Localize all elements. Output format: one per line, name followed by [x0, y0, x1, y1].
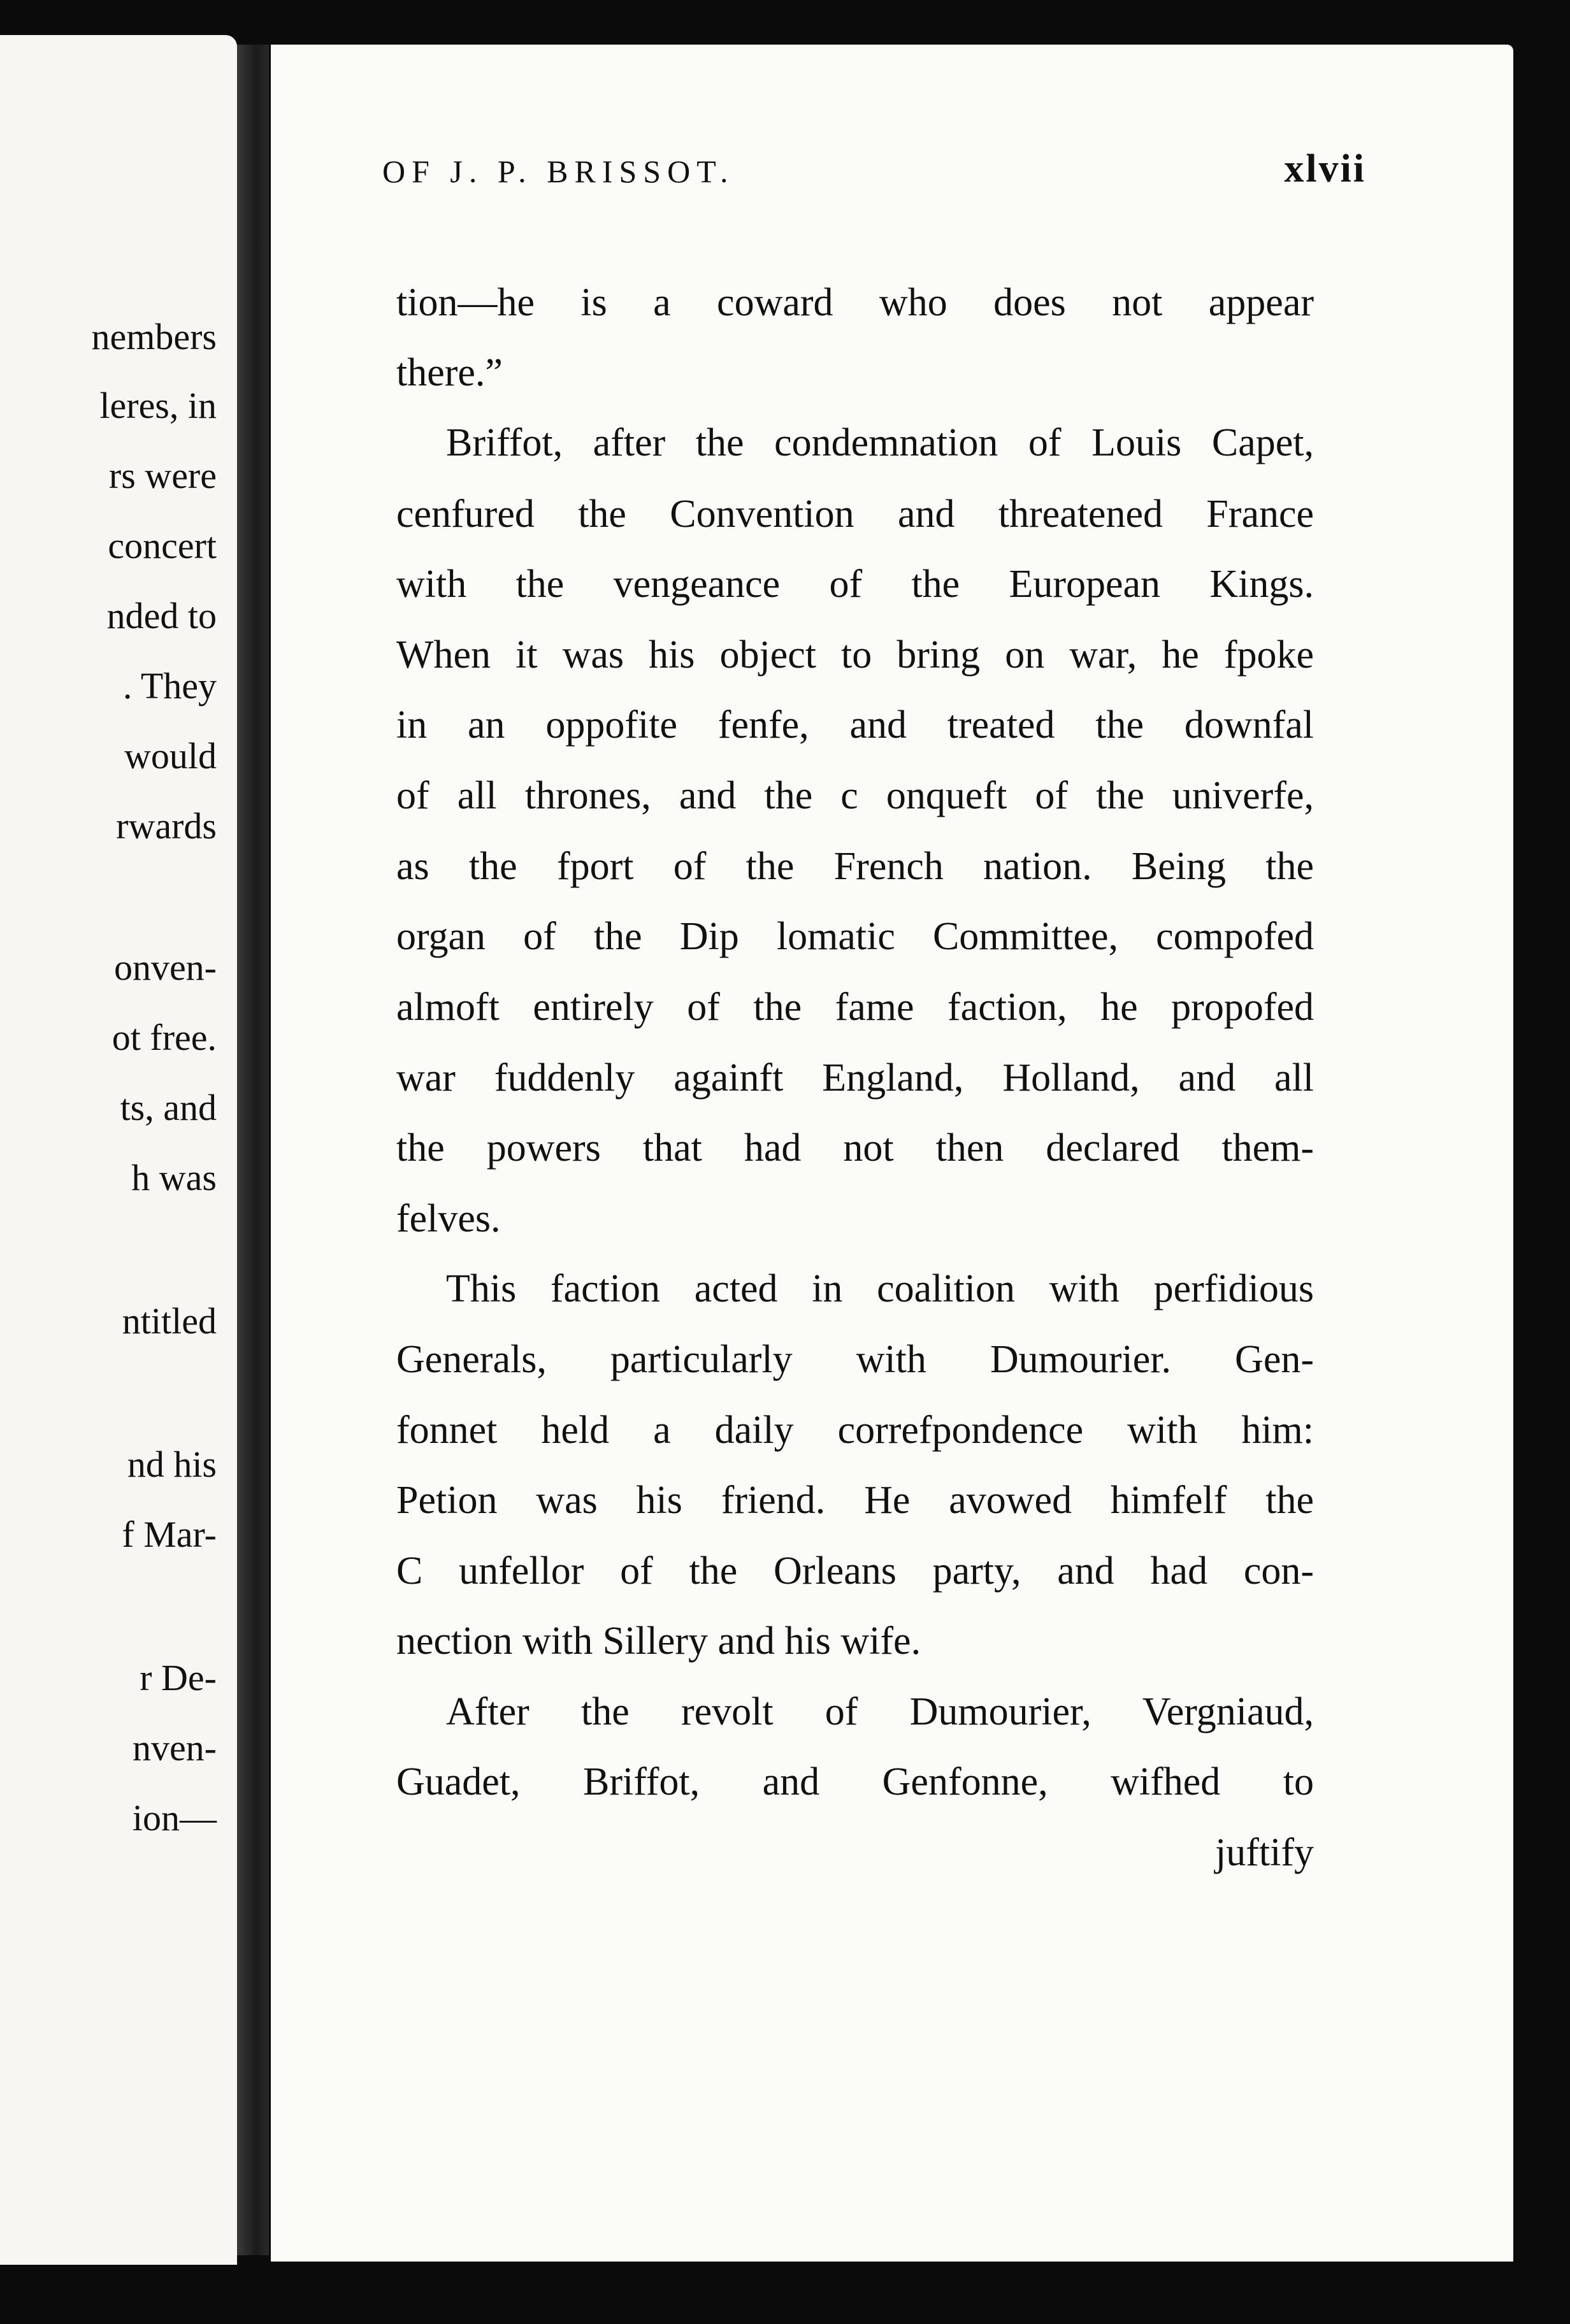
- text-line: When it was his object to bring on war, he fpoke: [396, 633, 1314, 677]
- left-fragment: nd his: [127, 1444, 217, 1485]
- text-line: Petion was his friend. He avowed himfelf the: [396, 1479, 1314, 1522]
- left-fragment: . They: [122, 665, 217, 707]
- left-fragment: nded to: [106, 595, 217, 636]
- left-fragment: onven-: [113, 947, 217, 988]
- text-line: war fuddenly againft England, Holland, and all: [396, 1056, 1314, 1100]
- text-line: Generals, particularly with Dumourier. Gen-: [396, 1338, 1314, 1381]
- text-line: almoft entirely of the fame faction, he propofed: [396, 986, 1314, 1029]
- page-header: [382, 147, 1366, 204]
- text-line: C unfellor of the Orleans party, and had con-: [396, 1549, 1314, 1593]
- book-gutter-shadow: [237, 45, 269, 2255]
- left-fragment: leres, in: [99, 385, 217, 426]
- text-line: the powers that had not then declared them-: [396, 1126, 1314, 1170]
- text-line: cenfured the Convention and threatened France: [396, 492, 1314, 536]
- page-number: xlvii: [1284, 147, 1366, 190]
- running-head: OF J. P. BRISSOT.: [382, 154, 735, 189]
- left-fragment: rwards: [116, 805, 217, 847]
- left-fragment: would: [124, 735, 217, 777]
- text-line: in an oppofite fenfe, and treated the downfal: [396, 703, 1314, 747]
- left-fragment: ntitled: [122, 1300, 217, 1342]
- text-line: nection with Sillery and his wife.: [396, 1619, 921, 1663]
- left-fragment: r De-: [140, 1657, 217, 1698]
- left-fragment: nembers: [91, 316, 217, 357]
- text-line: Guadet, Briffot, and Genfonne, wifhed to: [396, 1760, 1314, 1804]
- left-fragment: f Mar-: [122, 1514, 217, 1555]
- text-line: of all thrones, and the c onqueft of the univerfe,: [396, 774, 1314, 817]
- text-line: as the fport of the French nation. Being the: [396, 845, 1314, 888]
- text-line: This faction acted in coalition with perfidious: [446, 1267, 1314, 1310]
- left-fragment: ts, and: [120, 1087, 217, 1128]
- text-line: After the revolt of Dumourier, Vergniaud,: [446, 1690, 1314, 1733]
- left-fragment: ot free.: [112, 1017, 217, 1058]
- left-fragment: nven-: [132, 1727, 217, 1768]
- text-line: tion—he is a coward who does not appear: [396, 281, 1314, 324]
- text-line: Briffot, after the condemnation of Louis Capet,: [446, 421, 1314, 464]
- left-page: [0, 35, 237, 2265]
- left-fragment: ion—: [132, 1797, 217, 1839]
- text-line: fonnet held a daily correfpondence with him:: [396, 1409, 1314, 1452]
- text-line: with the vengeance of the European Kings.: [396, 563, 1314, 606]
- left-fragment: concert: [108, 525, 217, 566]
- text-line: felves.: [396, 1197, 501, 1240]
- left-fragment: rs were: [108, 455, 217, 496]
- text-line: organ of the Dip lomatic Committee, compofed: [396, 915, 1314, 958]
- catchword: juftify: [1215, 1831, 1314, 1874]
- left-fragment: h was: [131, 1157, 217, 1198]
- text-line: there.”: [396, 351, 503, 394]
